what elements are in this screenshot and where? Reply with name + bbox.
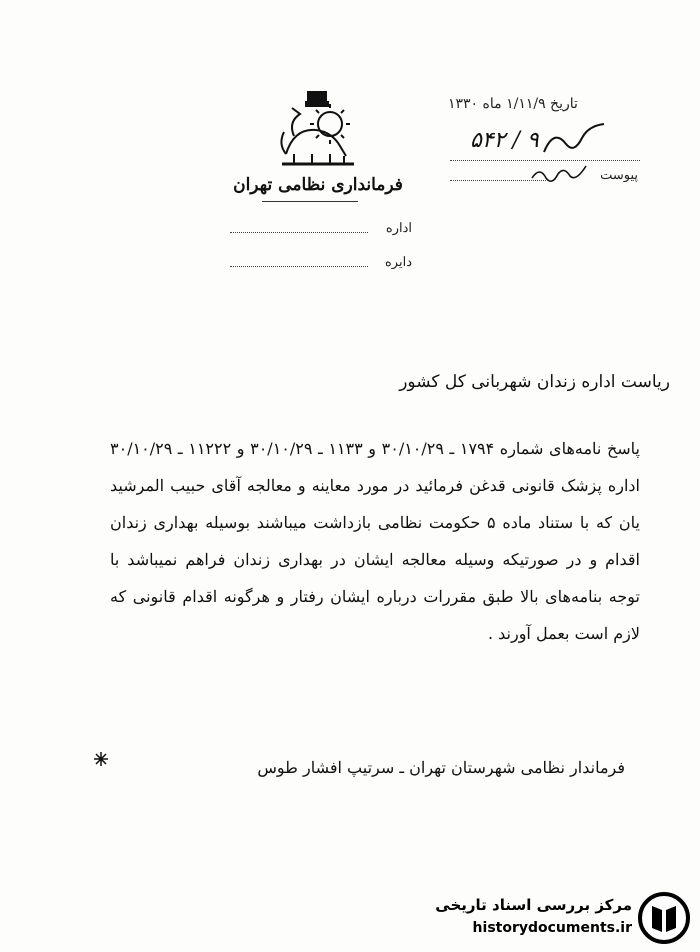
department-field	[230, 232, 368, 233]
recipient-line: ریاست اداره زندان شهربانی کل کشور	[399, 372, 670, 392]
organization-title: فرمانداری نظامی تهران	[233, 175, 403, 195]
department-label: اداره	[385, 221, 412, 236]
attachment-field	[450, 180, 550, 181]
office-label: دایره	[384, 255, 412, 270]
reference-number: ۵۴۲ / ۹	[470, 128, 539, 153]
watermark-url: historydocuments.ir	[472, 920, 632, 936]
lion-and-sun-emblem-icon	[272, 88, 362, 168]
archive-watermark	[396, 888, 696, 948]
archive-logo-icon	[638, 892, 690, 944]
handwritten-scribble-icon	[540, 122, 610, 162]
asterisk-mark-icon	[92, 750, 110, 768]
number-field	[450, 160, 640, 161]
signature-line: فرماندار نظامی شهرستان تهران ـ سرتیپ افشار طوس	[257, 758, 625, 777]
date-line: تاریخ ۱/۱۱/۹ ماه ۱۳۳۰	[448, 96, 578, 112]
watermark-title: مرکز بررسی اسناد تاریخی	[435, 896, 632, 914]
title-underline	[262, 201, 358, 202]
office-field	[230, 266, 368, 267]
letter-body: پاسخ نامه‌های شماره ۱۷۹۴ ـ ۳۰/۱۰/۲۹ و ۱۱۳۳ ـ ۳۰/۱۰/۲۹ و ۱۱۲۲۲ ـ ۳۰/۱۰/۲۹ اداره پزشک قانونی قدغن فرمائید در مورد معاینه و معالجه آقای حبیب المرشید یان که با ستناد ماده ۵ حکومت نظامی بازداشت میباشند بوسیله بهداری زندان اقدام و در صورتیکه وسیله معالجه ایشان در بهداری زندان فراهم نمیباشد با توجه بنامه‌های بالا طبق مقررات درباره ایشان رفتار و هرگونه اقدام قانونی که لازم است بعمل آورند .	[110, 439, 641, 643]
attachment-label: پیوست	[600, 168, 638, 183]
